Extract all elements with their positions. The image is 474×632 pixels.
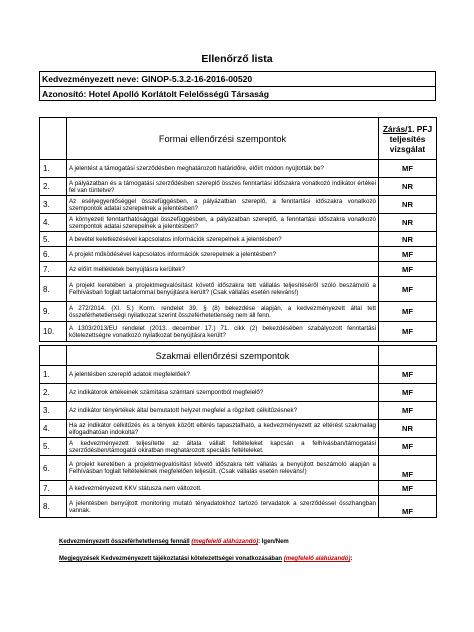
criterion-text: A bevétel keletkezésével kapcsolatos információk szerepelnek a jelentésben? (67, 232, 379, 247)
criterion-text: A 272/2014. (XI. 5.) Korm. rendelet 39. § (8) bekezdése alapján, a kedvezményezett által tett összeférhetetlenségi nyilatkozat szerint összeférhetetlenség nem áll fenn. (67, 302, 379, 322)
evaluation-result: MF (379, 322, 437, 342)
table-row (40, 366, 437, 384)
fulfilment-label: teljesítés (389, 133, 426, 144)
evaluation-result: MF (379, 160, 437, 178)
evaluation-result: MF (379, 481, 437, 496)
table-row (40, 277, 437, 302)
review-label: vizsgálat (389, 143, 426, 154)
table-row (40, 196, 437, 214)
evaluation-column-header (379, 118, 437, 160)
checklist-table (39, 117, 437, 518)
criterion-text: A projekt működésével kapcsolatos információk szerepelnek a jelentésben? (67, 247, 379, 262)
criterion-text: A pályázatban és a támogatási szerződésben szereplő összes fenntartási időszakra vonatkozó indikátor értékei fel van tüntetve? (67, 178, 379, 196)
criterion-text: A projekt keretében a projektmegvalósítást követő időszakra tett vállalás teljesítéséről szóló beszámoló a Felhívásban foglalt tartalommal benyújtásra került? (Csak vállalás esetén releváns!) (67, 277, 379, 302)
evaluation-result: MF (379, 438, 437, 456)
table-row (40, 456, 437, 481)
table-header-row (40, 118, 437, 160)
row-number: 6. (40, 456, 67, 481)
table-row (40, 420, 437, 438)
row-number: 5. (40, 232, 67, 247)
row-number: 1. (40, 366, 67, 384)
closing-label: Zárás/ (382, 123, 408, 134)
row-number: 6. (40, 247, 67, 262)
row-number: 1. (40, 160, 67, 178)
table-row (40, 496, 437, 518)
row-number: 2. (40, 384, 67, 402)
evaluation-result: MF (379, 384, 437, 402)
header-info-box (39, 71, 436, 101)
table-row (40, 302, 437, 322)
table-row (40, 402, 437, 420)
professional-section-row (40, 346, 437, 366)
formal-criteria-heading: Formai ellenőrzési szempontok (67, 118, 379, 160)
row-number: 3. (40, 402, 67, 420)
evaluation-result: NR (379, 214, 437, 232)
evaluation-result: MF (379, 402, 437, 420)
number-column-header (40, 118, 67, 160)
criterion-text: A kedvezményezett KKV státusza nem változott. (67, 481, 379, 496)
criterion-text: Az indikátorok értékeinek számítása számtani szempontból megfelelő? (67, 384, 379, 402)
criterion-text: A jelentést a támogatási szerződésben meghatározott határidőre, előírt módon nyújtották be? (67, 160, 379, 178)
evaluation-result: NR (379, 232, 437, 247)
evaluation-result: MF (379, 247, 437, 262)
evaluation-result: MF (379, 366, 437, 384)
row-number: 2. (40, 178, 67, 196)
row-number: 8. (40, 496, 67, 518)
table-row (40, 438, 437, 456)
evaluation-result: MF (379, 302, 437, 322)
information-obligation-note: Megjegyzések Kedvezményezett tájékoztatási kötelezettségei vonatkozásában (megfelelő aláhúzandó): (59, 556, 353, 562)
criterion-text: A környezeti fenntarthatósággal összefüggésben, a pályázatban szereplő, a fenntartási időszakra vonatkozó szempontok adatai szerepelnek a jelentésben? (67, 214, 379, 232)
conflict-of-interest-note: Kedvezményezett összeférhetetlenség fennáll (megfelelő aláhúzandó): Igen/Nem (59, 539, 289, 545)
table-row (40, 481, 437, 496)
table-row (40, 232, 437, 247)
criterion-text: A 1303/2013/EU rendelet (2013. december 17.) 71. cikk (2) bekezdésében szabályozott fenntartási kötelezettségre vonatkozó nyilatkozat benyújtásra került? (67, 322, 379, 342)
table-row (40, 322, 437, 342)
row-number: 7. (40, 262, 67, 277)
evaluation-result: MF (379, 496, 437, 518)
criterion-text: Az indikátor tényértékek által bemutatott helyzet megfelel a rögzített célkitűzésnek? (67, 402, 379, 420)
evaluation-result: NR (379, 196, 437, 214)
row-number: 3. (40, 196, 67, 214)
row-number: 9. (40, 302, 67, 322)
pfj-label: 1. PFJ (407, 123, 433, 134)
professional-criteria-heading: Szakmai ellenőrzési szempontok (67, 346, 379, 366)
table-row (40, 384, 437, 402)
row-number: 8. (40, 277, 67, 302)
criterion-text: A jelentésben benyújtott monitoring mutató tényadatokhoz tartozó tervadatok a szerződéssel összhangban vannak. (67, 496, 379, 518)
page-title: Ellenőrző lista (201, 53, 273, 65)
row-number: 4. (40, 420, 67, 438)
row-number: 10. (40, 322, 67, 342)
criterion-text: A projekt keretében a projektmegvalósítást követő időszakra tett vállalás a benyújtott beszámoló alapján a Felhívásban foglalt feltételeknek megfelelően teljesült. (Csak vállalás esetén releváns!) (67, 456, 379, 481)
table-row (40, 160, 437, 178)
row-number: 7. (40, 481, 67, 496)
row-number: 4. (40, 214, 67, 232)
evaluation-result: NR (379, 178, 437, 196)
identifier: Azonosító: Hotel Apolló Korlátolt Felelősségű Társaság (40, 86, 435, 100)
table-row (40, 262, 437, 277)
table-row (40, 247, 437, 262)
table-row (40, 178, 437, 196)
criterion-text: Az előírt mellékletek benyújtásra kerültek? (67, 262, 379, 277)
criterion-text: A jelentésben szereplő adatok megfelelőek? (67, 366, 379, 384)
table-row (40, 214, 437, 232)
criterion-text: Az esélyegyenlőséggel összefüggésben, a pályázatban szereplő, a fenntartási időszakra vonatkozó szempontok adatai szerepelnek a jelentésben? (67, 196, 379, 214)
beneficiary-name: Kedvezményezett neve: GINOP-5.3.2-16-2016-00520 (42, 74, 253, 84)
row-number: 5. (40, 438, 67, 456)
evaluation-result: MF (379, 456, 437, 481)
criterion-text: Ha az indikátor célkitűzés és a tények között eltérés tapasztalható, a kedvezményezett az eltérést szakmailag elfogadhatóan indokolta? (67, 420, 379, 438)
evaluation-result: MF (379, 262, 437, 277)
criterion-text: A kedvezményezett teljesítette az általa vállalt feltételeket kapcsán a felhívásban/támogatási szerződésben/támogatói okiratban meghatározott speciális feltételeket. (67, 438, 379, 456)
evaluation-result: NR (379, 420, 437, 438)
evaluation-result: MF (379, 277, 437, 302)
